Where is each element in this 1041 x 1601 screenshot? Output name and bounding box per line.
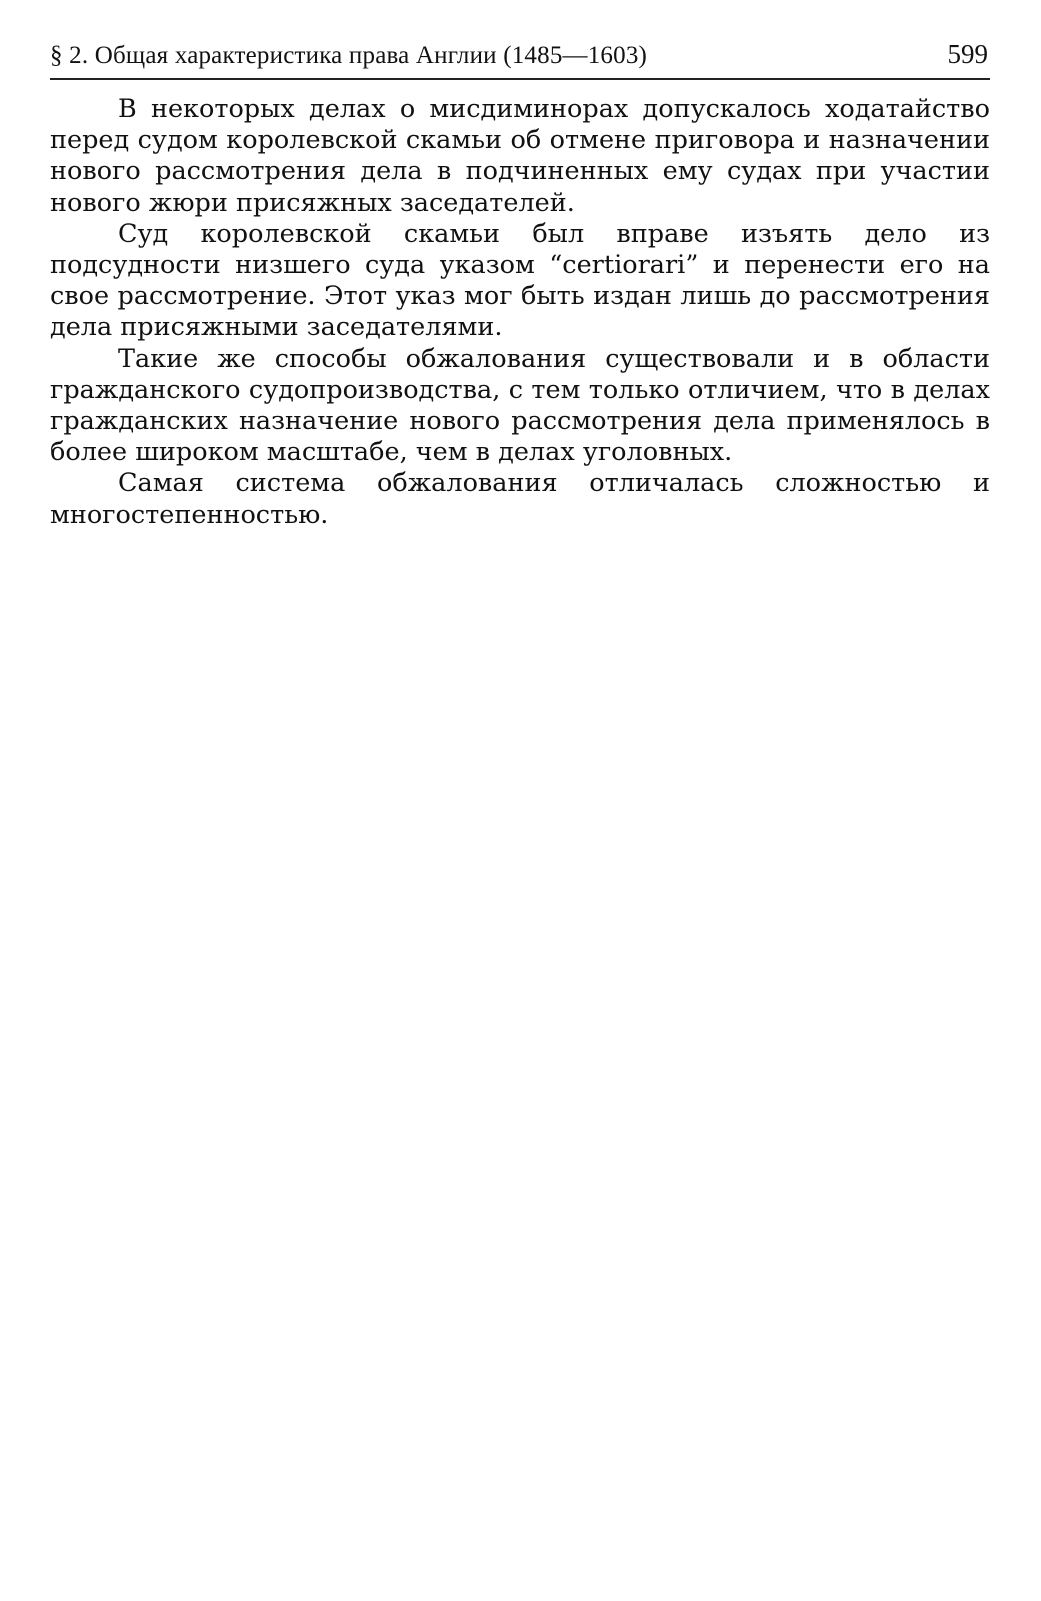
- body-text: [50, 94, 990, 531]
- book-page: [50, 38, 990, 531]
- section-title: § 2. Общая характеристика права Англии (1485—1603): [50, 42, 648, 69]
- running-header: [50, 38, 990, 80]
- paragraph: В некоторых делах о мисдиминорах допускалось ходатайство перед судом королевской скамьи об отмене приговора и назначении нового рассмотрения дела в подчиненных ему судах при участии нового жюри присяжных заседателей.: [50, 94, 990, 218]
- paragraph: Такие же способы обжалования существовали и в области гражданского судопроизводства, с тем только отличием, что в делах гражданских назначение нового рассмотрения дела применялось в более широком масштабе, чем в делах уголовных.: [50, 343, 990, 468]
- paragraph: Суд королевской скамьи был вправе изъять дело из подсудности низшего суда указом “certiorari” и перенести его на свое рассмотрение. Этот указ мог быть издан лишь до рассмотрения дела присяжными заседателями.: [50, 218, 990, 343]
- page-number: 599: [947, 39, 988, 69]
- paragraph: Самая система обжалования отличалась сложностью и многостепенностью.: [50, 468, 990, 530]
